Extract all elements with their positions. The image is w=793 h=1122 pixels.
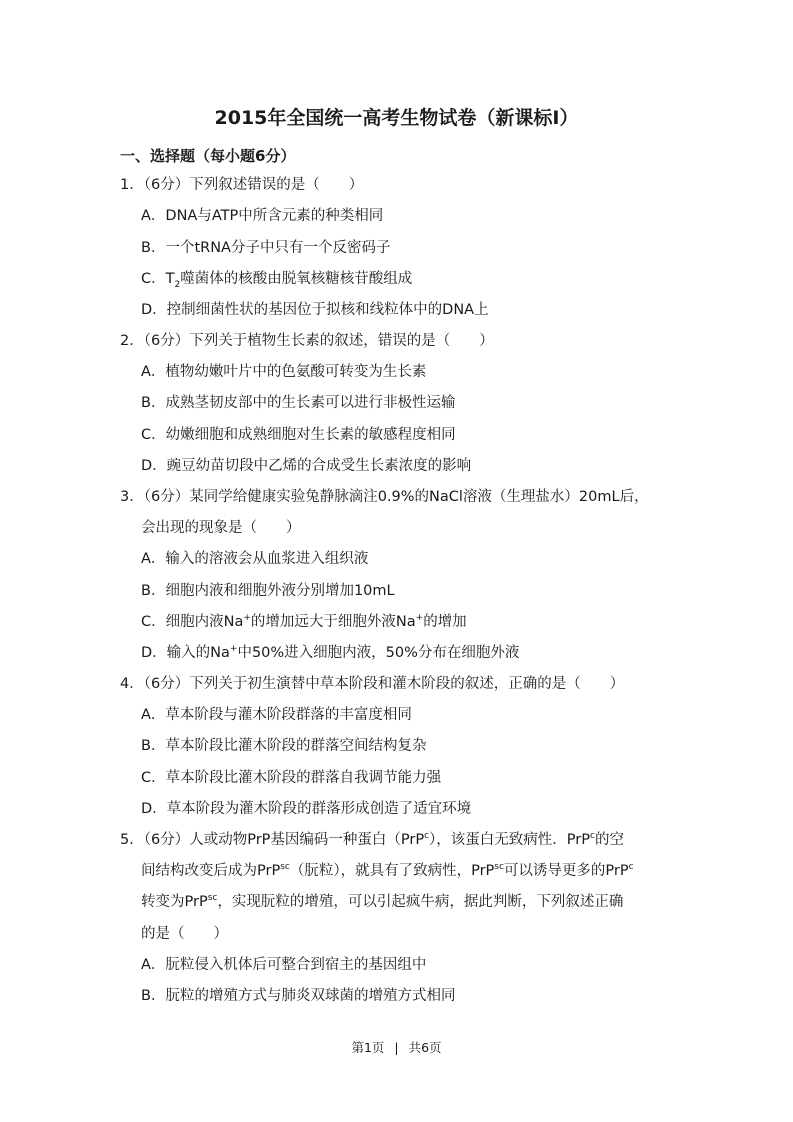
question-5-stem-line-1: 5．（6分）人或动物PrP基因编码一种蛋白（PrP$^c$），该蛋白无致病性．PrP$^c$的空 [120, 831, 624, 848]
question-5-option-b: B．朊粒的增殖方式与肺炎双球菌的增殖方式相同 [141, 988, 456, 1004]
question-4-option-a: A．草本阶段与灌木阶段群落的丰富度相同 [141, 707, 412, 723]
question-2-option-b: B．成熟茎韧皮部中的生长素可以进行非极性运输 [141, 395, 456, 411]
question-4-option-d: D．草本阶段为灌木阶段的群落形成创造了适宜环境 [141, 801, 472, 817]
question-5-stem-line-3: 转变为PrP$^{sc}$，实现朊粒的增殖，可以引起疯牛病，据此判断，下列叙述正确 [141, 893, 624, 910]
question-5-stem-line-2: 间结构改变后成为PrP$^{sc}$（朊粒），就具有了致病性，PrP$^{sc}$可以诱导更多的PrP$^c$ [141, 862, 634, 879]
question-3-option-c: C．细胞内液Na+的增加远大于细胞外液Na+的增加 [141, 613, 467, 630]
question-5-option-a: A．朊粒侵入机体后可整合到宿主的基因组中 [141, 957, 427, 973]
question-1-option-d: D．控制细菌性状的基因位于拟核和线粒体中的DNA上 [141, 302, 489, 318]
page-title: 2015年全国统一高考生物试卷（新课标Ⅰ） [214, 107, 579, 129]
question-4-option-b: B．草本阶段比灌木阶段的群落空间结构复杂 [141, 738, 427, 754]
question-1-stem: 1．（6分）下列叙述错误的是（ ） [120, 177, 364, 193]
question-2-option-c: C．幼嫩细胞和成熟细胞对生长素的敏感程度相同 [141, 427, 456, 443]
question-1-option-b: B．一个tRNA分子中只有一个反密码子 [141, 240, 391, 256]
page-total: 共6页 [408, 1040, 442, 1055]
page-footer [0, 1038, 793, 1056]
question-1-option-c: C．$T_2$噬菌体的核酸由脱氧核糖核苷酸组成 [141, 271, 413, 290]
question-5-stem-line-4: 的是（ ） [141, 926, 228, 942]
question-1-option-a: A．DNA与ATP中所含元素的种类相同 [141, 208, 384, 224]
question-3-stem-line-2: 会出现的现象是（ ） [141, 520, 301, 536]
question-3-stem-line-1: 3．（6分）某同学给健康实验兔静脉滴注0.9%的NaCl溶液（生理盐水）20mL后， [120, 489, 649, 505]
page-number: 第1页 [351, 1040, 385, 1055]
question-3-option-a: A．输入的溶液会从血浆进入组织液 [141, 551, 369, 567]
section-heading: 一、选择题（每小题6分） [120, 147, 296, 165]
footer-separator: | [394, 1040, 399, 1055]
question-3-option-d: D．输入的Na+中50%进入细胞内液，50%分布在细胞外液 [141, 644, 520, 661]
question-4-stem: 4．（6分）下列关于初生演替中草本阶段和灌木阶段的叙述，正确的是（ ） [120, 676, 625, 692]
question-2-stem: 2．（6分）下列关于植物生长素的叙述，错误的是（ ） [120, 333, 494, 349]
question-2-option-a: A．植物幼嫩叶片中的色氨酸可转变为生长素 [141, 364, 427, 380]
question-3-option-b: B．细胞内液和细胞外液分别增加10mL [141, 583, 395, 599]
question-4-option-c: C．草本阶段比灌木阶段的群落自我调节能力强 [141, 770, 442, 786]
question-2-option-d: D．豌豆幼苗切段中乙烯的合成受生长素浓度的影响 [141, 458, 472, 474]
